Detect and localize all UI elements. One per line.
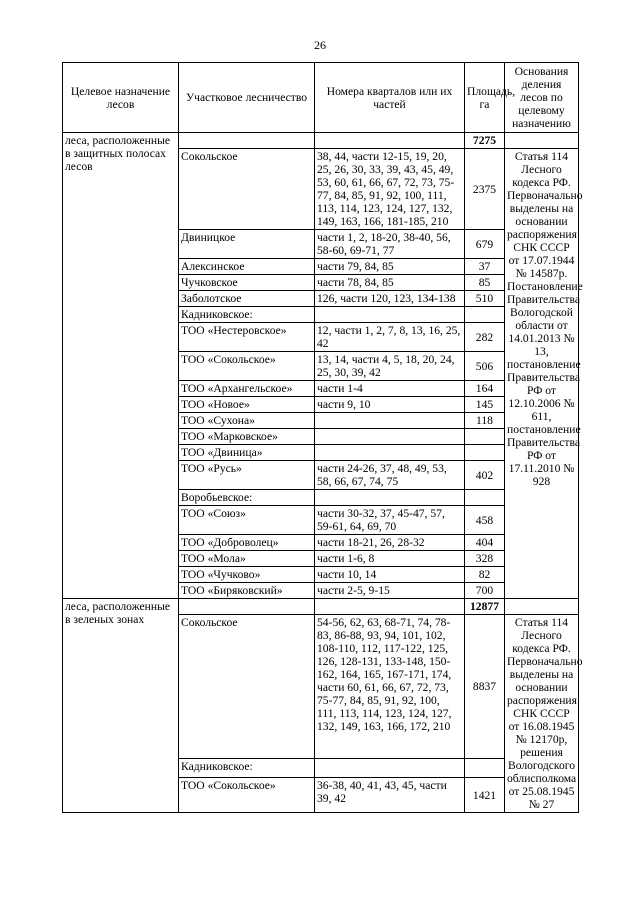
quarters-cell: 126, части 120, 123, 134-138	[315, 291, 465, 307]
area-cell: 145	[465, 397, 505, 413]
forestry-cell: ТОО «Новое»	[179, 397, 315, 413]
area-cell: 402	[465, 461, 505, 490]
empty-cell	[179, 133, 315, 149]
forestry-cell: ТОО «Марковское»	[179, 429, 315, 445]
empty-cell	[315, 133, 465, 149]
area-cell: 458	[465, 506, 505, 535]
quarters-cell: части 1-6, 8	[315, 551, 465, 567]
empty-cell	[505, 599, 579, 615]
forestry-cell: Кадниковское:	[179, 307, 315, 323]
quarters-cell: части 1, 2, 18-20, 38-40, 56, 58-60, 69-71, 77	[315, 230, 465, 259]
forestry-cell: ТОО «Чучково»	[179, 567, 315, 583]
quarters-cell	[315, 490, 465, 506]
area-cell: 700	[465, 583, 505, 599]
forestry-cell: Воробьевское:	[179, 490, 315, 506]
empty-cell	[505, 133, 579, 149]
group-total-row	[63, 133, 579, 149]
forestry-cell: ТОО «Доброволец»	[179, 535, 315, 551]
area-cell: 85	[465, 275, 505, 291]
quarters-cell: 12, части 1, 2, 7, 8, 13, 16, 25, 42	[315, 323, 465, 352]
forestry-cell: ТОО «Русь»	[179, 461, 315, 490]
area-cell	[465, 759, 505, 778]
area-cell	[465, 445, 505, 461]
area-cell: 510	[465, 291, 505, 307]
quarters-cell: части 9, 10	[315, 397, 465, 413]
quarters-cell: части 1-4	[315, 381, 465, 397]
group-total-area: 7275	[465, 133, 505, 149]
forestry-cell: Двиницкое	[179, 230, 315, 259]
quarters-cell: части 2-5, 9-15	[315, 583, 465, 599]
area-cell: 37	[465, 259, 505, 275]
header-area: Площадь, га	[465, 63, 505, 133]
forestry-cell: ТОО «Союз»	[179, 506, 315, 535]
quarters-cell: части 10, 14	[315, 567, 465, 583]
area-cell: 282	[465, 323, 505, 352]
forest-purpose-table	[62, 62, 583, 813]
quarters-cell: 54-56, 62, 63, 68-71, 74, 78-83, 86-88, 93, 94, 101, 102, 108-110, 112, 117-122, 125, 126, 128-131, 133-148, 150-162, 164, 165, 167-171, 174, части 60, 61, 66, 67, 72, 73, 75-77, 84, 85, 91, 92, 100, 111, 113, 114, 123, 124, 127, 132, 149, 163, 166, 172, 210	[315, 615, 465, 759]
quarters-cell: 38, 44, части 12-15, 19, 20, 25, 26, 30, 33, 39, 43, 45, 49, 53, 60, 61, 66, 67, 72, 73, 75-77, 84, 85, 91, 92, 100, 111, 113, 114, 123, 124, 127, 132, 149, 163, 166, 181-185, 210	[315, 149, 465, 230]
quarters-cell: 36-38, 40, 41, 43, 45, части 39, 42	[315, 778, 465, 813]
quarters-cell: части 79, 84, 85	[315, 259, 465, 275]
quarters-cell	[315, 759, 465, 778]
forestry-cell: Чучковское	[179, 275, 315, 291]
basis-cell: Статья 114 Лесного кодекса РФ. Первоначально выделены на основании распоряжения СНК СССР от 16.08.1945 № 12170р, решения Вологодского облисполкома от 25.08.1945 № 27	[505, 615, 579, 813]
area-cell: 328	[465, 551, 505, 567]
header-basis: Основания деления лесов по целевому назначению	[505, 63, 579, 133]
area-cell: 2375	[465, 149, 505, 230]
quarters-cell: части 18-21, 26, 28-32	[315, 535, 465, 551]
area-cell	[465, 429, 505, 445]
forestry-cell: ТОО «Нестеровское»	[179, 323, 315, 352]
forestry-cell: ТОО «Архангельское»	[179, 381, 315, 397]
area-cell: 404	[465, 535, 505, 551]
forestry-cell: ТОО «Сокольское»	[179, 778, 315, 813]
area-cell: 506	[465, 352, 505, 381]
area-cell: 164	[465, 381, 505, 397]
purpose-cell: леса, расположенные в защитных полосах лесов	[63, 133, 179, 599]
table-body	[63, 133, 583, 813]
quarters-cell: 13, 14, части 4, 5, 18, 20, 24, 25, 30, 39, 42	[315, 352, 465, 381]
forestry-cell: Кадниковское:	[179, 759, 315, 778]
area-cell	[465, 490, 505, 506]
area-cell: 679	[465, 230, 505, 259]
quarters-cell	[315, 429, 465, 445]
empty-cell	[315, 599, 465, 615]
forestry-cell: ТОО «Двиница»	[179, 445, 315, 461]
group-total-row	[63, 599, 579, 615]
forestry-cell: Сокольское	[179, 149, 315, 230]
area-cell	[465, 307, 505, 323]
group-total-area: 12877	[465, 599, 505, 615]
header-quarters: Номера кварталов или их частей	[315, 63, 465, 133]
purpose-cell: леса, расположенные в зеленых зонах	[63, 599, 179, 813]
page-number: 26	[314, 38, 326, 52]
basis-cell: Статья 114 Лесного кодекса РФ. Первоначально выделены на основании распоряжения СНК СССР от 17.07.1944 № 14587р. Постановление Правительства Вологодской области от 14.01.2013 № 13, постановление Правительства РФ от 12.10.2006 № 611, постановление Правительства РФ от 17.11.2010 № 928	[505, 149, 579, 599]
forestry-cell: ТОО «Биряковский»	[179, 583, 315, 599]
quarters-cell	[315, 413, 465, 429]
forestry-cell: ТОО «Мола»	[179, 551, 315, 567]
forestry-cell: Сокольское	[179, 615, 315, 759]
forestry-cell: Заболотское	[179, 291, 315, 307]
forestry-cell: ТОО «Сухона»	[179, 413, 315, 429]
quarters-cell: части 30-32, 37, 45-47, 57, 59-61, 64, 69, 70	[315, 506, 465, 535]
header-forestry: Участковое лесничество	[179, 63, 315, 133]
area-cell: 1421	[465, 778, 505, 813]
area-cell: 8837	[465, 615, 505, 759]
area-cell: 82	[465, 567, 505, 583]
quarters-cell: части 24-26, 37, 48, 49, 53, 58, 66, 67, 74, 75	[315, 461, 465, 490]
forestry-cell: ТОО «Сокольское»	[179, 352, 315, 381]
area-cell: 118	[465, 413, 505, 429]
forestry-cell: Алексинское	[179, 259, 315, 275]
quarters-cell	[315, 445, 465, 461]
header-purpose: Целевое назначение лесов	[63, 63, 179, 133]
quarters-cell: части 78, 84, 85	[315, 275, 465, 291]
header-row	[63, 63, 579, 133]
empty-cell	[179, 599, 315, 615]
quarters-cell	[315, 307, 465, 323]
